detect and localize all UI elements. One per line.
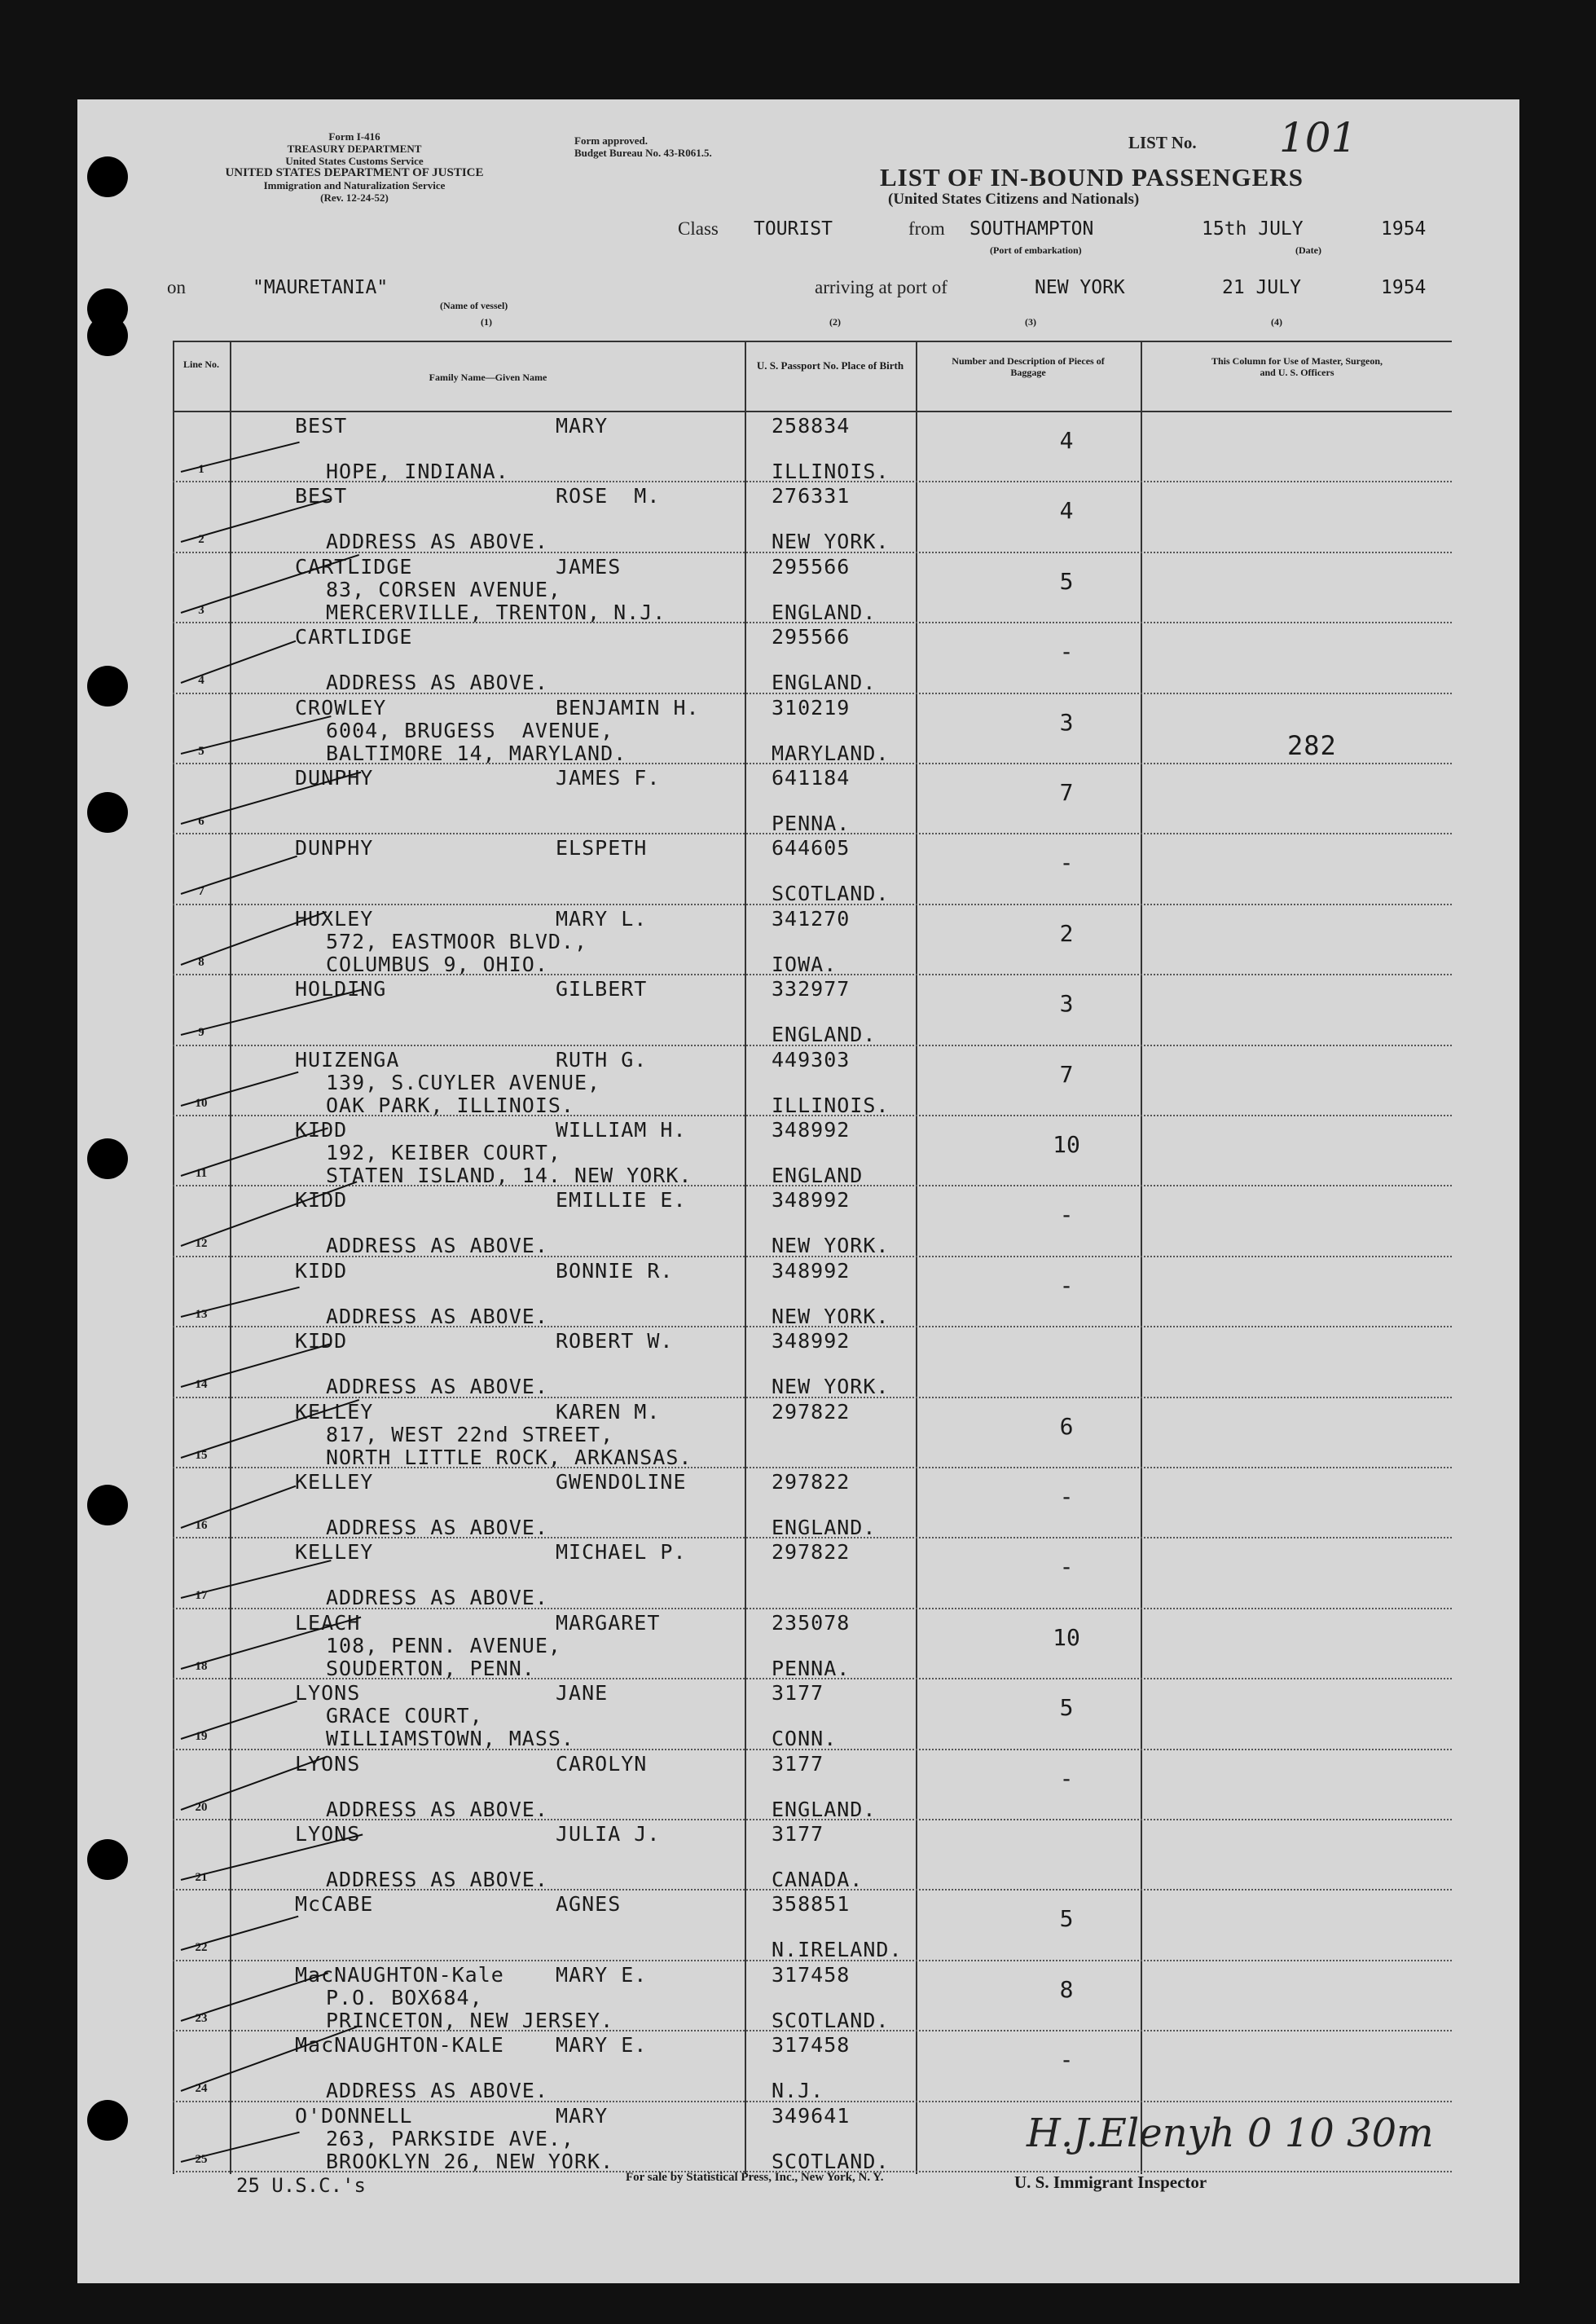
punch-hole <box>87 666 128 706</box>
baggage-count: 10 <box>1053 1131 1080 1158</box>
row-line-number: 22 <box>195 1941 208 1955</box>
punch-hole <box>87 1485 128 1525</box>
passenger-address-line-2: BALTIMORE 14, MARYLAND. <box>326 741 627 765</box>
passenger-address-line-1: 139, S.CUYLER AVENUE, <box>326 1070 601 1094</box>
passenger-family-name: McCABE <box>295 1892 374 1917</box>
baggage-count: 5 <box>1059 1905 1074 1933</box>
inspector-check-mark <box>181 989 363 1037</box>
place-of-birth: ENGLAND <box>772 1164 864 1187</box>
class-value: TOURIST <box>754 218 833 240</box>
row-dotted-rule <box>173 1678 1452 1679</box>
baggage-count: 6 <box>1059 1412 1074 1440</box>
col-divider <box>916 341 917 2174</box>
row-line-number: 21 <box>195 1871 208 1884</box>
officer-note-282: 282 <box>1287 730 1337 761</box>
passport-number: 317458 <box>772 1962 851 1987</box>
passenger-family-name: BEST <box>295 484 348 508</box>
place-of-birth: PENNA. <box>772 1656 851 1680</box>
passenger-family-name: KIDD <box>295 1118 348 1142</box>
row-dotted-rule <box>173 1326 1452 1327</box>
row-dotted-rule <box>173 1749 1452 1750</box>
baggage-count: - <box>1059 2046 1074 2074</box>
inspector-check-mark <box>181 1071 299 1106</box>
page-title: LIST OF IN-BOUND PASSENGERS <box>880 163 1304 191</box>
passport-number: 297822 <box>772 1540 851 1565</box>
row-dotted-rule <box>173 1467 1452 1468</box>
passenger-given-name: GILBERT <box>556 977 648 1001</box>
passenger-family-name: O'DONNELL <box>295 2103 413 2128</box>
port-note: (Port of embarkation) <box>990 244 1082 256</box>
passenger-given-name: MARY L. <box>556 906 648 931</box>
embarkation-year: 1954 <box>1381 218 1427 240</box>
baggage-count: 4 <box>1059 427 1074 454</box>
inspector-check-mark <box>181 499 330 543</box>
passport-number: 358851 <box>772 1892 851 1917</box>
passport-number: 295566 <box>772 625 851 649</box>
passport-number: 297822 <box>772 1470 851 1494</box>
passenger-given-name: JANE <box>556 1681 609 1706</box>
baggage-count: 8 <box>1059 1975 1074 2003</box>
inspector-check-mark <box>181 1916 299 1951</box>
place-of-birth: NEW YORK. <box>772 530 890 554</box>
passenger-address-line-2: ADDRESS AS ABOVE. <box>326 1516 548 1539</box>
passenger-address-line-2: ADDRESS AS ABOVE. <box>326 671 548 695</box>
passenger-given-name: ELSPETH <box>556 836 648 860</box>
passenger-family-name: KIDD <box>295 1258 348 1283</box>
row-line-number: 7 <box>198 885 204 899</box>
footer-inspector: U. S. Immigrant Inspector <box>1014 2172 1207 2192</box>
arrival-year: 1954 <box>1381 277 1427 298</box>
passenger-given-name: ROBERT W. <box>556 1329 674 1353</box>
passenger-given-name: BONNIE R. <box>556 1258 674 1283</box>
passport-number: 3177 <box>772 1751 824 1776</box>
inspector-check-mark <box>181 856 297 895</box>
row-line-number: 4 <box>198 674 204 688</box>
inspector-check-mark <box>181 1287 300 1318</box>
passport-number: 348992 <box>772 1329 851 1353</box>
passenger-given-name: JAMES F. <box>556 766 661 790</box>
passenger-family-name: KELLEY <box>295 1399 374 1424</box>
col-header-line: Line No. <box>182 359 219 370</box>
passenger-address-line-2: NORTH LITTLE ROCK, ARKANSAS. <box>326 1445 692 1469</box>
baggage-count: 7 <box>1059 779 1074 806</box>
row-dotted-rule <box>173 622 1452 623</box>
col-divider <box>745 341 746 2174</box>
passenger-address-line-2: ADDRESS AS ABOVE. <box>326 530 548 554</box>
passenger-given-name: KAREN M. <box>556 1399 661 1424</box>
inspector-check-mark <box>181 1344 330 1388</box>
passport-number: 3177 <box>772 1822 824 1846</box>
passport-number: 258834 <box>772 414 851 438</box>
inspector-check-mark <box>181 911 327 966</box>
row-line-number: 10 <box>195 1096 208 1110</box>
passenger-given-name: WILLIAM H. <box>556 1118 687 1142</box>
class-label: Class <box>678 218 719 239</box>
passenger-address-line-2: ADDRESS AS ABOVE. <box>326 2079 548 2103</box>
list-number-label: LIST No. <box>1128 133 1197 152</box>
passenger-address-line-1: 263, PARKSIDE AVE., <box>326 2126 574 2150</box>
passenger-address-line-2: ADDRESS AS ABOVE. <box>326 1304 548 1328</box>
passport-number: 276331 <box>772 484 851 508</box>
row-dotted-rule <box>173 1397 1452 1398</box>
passenger-given-name: BENJAMIN H. <box>556 695 700 720</box>
passenger-family-name: KELLEY <box>295 1540 374 1565</box>
passenger-address-line-1: 817, WEST 22nd STREET, <box>326 1422 614 1446</box>
arriving-label: arriving at port of <box>815 277 947 297</box>
col-header-name: Family Name—Given Name <box>429 372 547 383</box>
baggage-count: - <box>1059 1553 1074 1581</box>
row-dotted-rule <box>173 904 1452 905</box>
passport-number: 310219 <box>772 695 851 720</box>
row-dotted-rule <box>173 1819 1452 1820</box>
row-dotted-rule <box>173 2030 1452 2031</box>
passenger-given-name: AGNES <box>556 1892 622 1917</box>
place-of-birth: IOWA. <box>772 952 838 976</box>
passenger-family-name: BEST <box>295 414 348 438</box>
row-dotted-rule <box>173 1889 1452 1890</box>
passenger-family-name: CROWLEY <box>295 695 387 720</box>
place-of-birth: N.IRELAND. <box>772 1938 903 1962</box>
col-num-3: (3) <box>1025 316 1036 328</box>
passenger-address-line-2: SOUDERTON, PENN. <box>326 1656 535 1680</box>
passenger-family-name: DUNPHY <box>295 836 374 860</box>
place-of-birth: ENGLAND. <box>772 1516 877 1539</box>
passport-number: 348992 <box>772 1118 851 1142</box>
header-bottom-rule <box>173 411 1452 412</box>
col-header-baggage: Number and Description of Pieces of Baggage <box>952 355 1105 378</box>
passenger-family-name: LYONS <box>295 1751 361 1776</box>
passenger-address-line-1: 6004, BRUGESS AVENUE, <box>326 718 614 742</box>
row-line-number: 5 <box>198 744 204 758</box>
passenger-family-name: LEACH <box>295 1610 361 1635</box>
place-of-birth: NEW YORK. <box>772 1234 890 1258</box>
passenger-address-line-2: COLUMBUS 9, OHIO. <box>326 952 548 976</box>
row-line-number: 18 <box>195 1659 208 1673</box>
passport-number: 641184 <box>772 766 851 790</box>
row-line-number: 2 <box>198 533 204 547</box>
place-of-birth: ILLINOIS. <box>772 1093 890 1117</box>
inspector-check-mark <box>181 2131 300 2162</box>
inspector-check-mark <box>181 772 362 825</box>
passport-number: 297822 <box>772 1399 851 1424</box>
passenger-given-name: GWENDOLINE <box>556 1470 687 1494</box>
place-of-birth: NEW YORK. <box>772 1304 890 1328</box>
passenger-given-name: MARY <box>556 2103 609 2128</box>
place-of-birth: ILLINOIS. <box>772 460 890 483</box>
baggage-count: - <box>1059 1764 1074 1792</box>
passenger-given-name: ROSE M. <box>556 484 661 508</box>
place-of-birth: N.J. <box>772 2079 824 2103</box>
passport-number: 348992 <box>772 1188 851 1213</box>
row-line-number: 13 <box>195 1307 208 1321</box>
passport-number: 644605 <box>772 836 851 860</box>
row-dotted-rule <box>173 552 1452 553</box>
row-line-number: 19 <box>195 1730 208 1744</box>
baggage-count: - <box>1059 1201 1074 1229</box>
passenger-family-name: HOLDING <box>295 977 387 1001</box>
passenger-address-line-2: ADDRESS AS ABOVE. <box>326 1234 548 1258</box>
inspector-check-mark <box>181 1486 297 1529</box>
passenger-family-name: KELLEY <box>295 1470 374 1494</box>
passenger-given-name: EMILLIE E. <box>556 1188 687 1213</box>
passenger-address-line-2: ADDRESS AS ABOVE. <box>326 1797 548 1821</box>
place-of-birth: SCOTLAND. <box>772 2008 890 2032</box>
col-num-4: (4) <box>1271 316 1282 328</box>
row-line-number: 24 <box>195 2082 208 2096</box>
punch-hole <box>87 1839 128 1880</box>
place-of-birth: NEW YORK. <box>772 1375 890 1399</box>
baggage-count: 5 <box>1059 567 1074 595</box>
passenger-address-line-1: 572, EASTMOOR BLVD., <box>326 929 588 953</box>
footer-printer: For sale by Statistical Press, Inc., New York, N. Y. <box>626 2171 884 2184</box>
row-dotted-rule <box>173 1608 1452 1609</box>
port-of-embarkation: SOUTHAMPTON <box>969 218 1094 240</box>
from-label: from <box>908 218 945 239</box>
col-header-passport: U. S. Passport No. Place of Birth <box>756 359 904 372</box>
form-id-block: Form I-416 TREASURY DEPARTMENT United States Customs Service UNITED STATES DEPARTMENT OF JUSTICE Immigration and Naturalization Service (Rev. 12-24-52) <box>225 130 484 204</box>
row-dotted-rule <box>173 481 1452 482</box>
passenger-address-line-2: STATEN ISLAND, 14. NEW YORK. <box>326 1164 692 1187</box>
place-of-birth: CONN. <box>772 1727 838 1751</box>
passenger-table <box>173 341 1452 2174</box>
row-dotted-rule <box>173 693 1452 694</box>
row-line-number: 3 <box>198 603 204 617</box>
passport-number: 295566 <box>772 554 851 579</box>
inspector-check-mark <box>181 1560 332 1599</box>
passport-number: 332977 <box>772 977 851 1001</box>
inspector-check-mark <box>181 640 297 684</box>
punch-hole <box>87 1138 128 1179</box>
col-divider <box>230 341 231 2174</box>
passenger-given-name: MARY <box>556 414 609 438</box>
passenger-family-name: KIDD <box>295 1188 348 1213</box>
passenger-address-line-2: MERCERVILLE, TRENTON, N.J. <box>326 600 666 624</box>
passenger-family-name: LYONS <box>295 1822 361 1846</box>
punch-hole <box>87 156 128 197</box>
baggage-count: - <box>1059 1271 1074 1299</box>
row-line-number: 16 <box>195 1519 208 1532</box>
passenger-family-name: LYONS <box>295 1681 361 1706</box>
row-line-number: 12 <box>195 1237 208 1251</box>
row-dotted-rule <box>173 833 1452 834</box>
passenger-address-line-1: P.O. BOX684, <box>326 1985 483 2009</box>
inspector-check-mark <box>181 1701 297 1740</box>
passenger-family-name: DUNPHY <box>295 766 374 790</box>
place-of-birth: ENGLAND. <box>772 1797 877 1821</box>
passenger-address-line-2: WILLIAMSTOWN, MASS. <box>326 1727 574 1751</box>
footer-uscs-count: 25 U.S.C.'s <box>236 2174 366 2197</box>
baggage-count: 5 <box>1059 1694 1074 1722</box>
row-dotted-rule <box>173 1960 1452 1961</box>
row-line-number: 1 <box>198 463 204 476</box>
passenger-given-name: JAMES <box>556 554 622 579</box>
passenger-address-line-1: 83, CORSEN AVENUE, <box>326 577 561 601</box>
passenger-family-name: KIDD <box>295 1329 348 1353</box>
passport-number: 348992 <box>772 1258 851 1283</box>
passport-number: 341270 <box>772 906 851 931</box>
passenger-family-name: HUIZENGA <box>295 1047 400 1072</box>
passport-number: 3177 <box>772 1681 824 1706</box>
inspector-check-mark <box>181 1127 328 1177</box>
place-of-birth: ENGLAND. <box>772 600 877 624</box>
passenger-address-line-2: HOPE, INDIANA. <box>326 460 509 483</box>
passenger-address-line-1: 192, KEIBER COURT, <box>326 1141 561 1164</box>
vessel-note: (Name of vessel) <box>440 300 508 311</box>
passport-number: 317458 <box>772 2033 851 2058</box>
row-dotted-rule <box>173 1537 1452 1538</box>
passenger-address-line-2: ADDRESS AS ABOVE. <box>326 1586 548 1610</box>
place-of-birth: SCOTLAND. <box>772 2149 890 2173</box>
col-num-2: (2) <box>829 316 841 328</box>
date-note: (Date) <box>1295 244 1321 256</box>
row-dotted-rule <box>173 974 1452 975</box>
row-dotted-rule <box>173 763 1452 764</box>
page-subtitle: (United States Citizens and Nationals) <box>888 191 1140 208</box>
inspector-check-mark <box>181 1972 328 2022</box>
form-approved-note: Form approved. Budget Bureau No. 43-R061.5. <box>574 134 712 159</box>
baggage-count: - <box>1059 638 1074 666</box>
row-line-number: 8 <box>198 955 204 969</box>
row-dotted-rule <box>173 1185 1452 1186</box>
row-line-number: 25 <box>195 2152 208 2166</box>
row-line-number: 20 <box>195 1800 208 1814</box>
passport-number: 235078 <box>772 1610 851 1635</box>
passenger-given-name: MICHAEL P. <box>556 1540 687 1565</box>
place-of-birth: PENNA. <box>772 812 851 835</box>
passenger-address-line-2: ADDRESS AS ABOVE. <box>326 1375 548 1399</box>
passenger-address-line-1: 108, PENN. AVENUE, <box>326 1633 561 1657</box>
inspector-check-mark <box>181 1756 327 1811</box>
on-label: on <box>167 277 186 297</box>
row-line-number: 15 <box>195 1448 208 1462</box>
row-dotted-rule <box>173 1256 1452 1257</box>
row-line-number: 11 <box>195 1167 208 1180</box>
inspector-check-mark <box>181 715 332 755</box>
list-number-value: 101 <box>1279 114 1357 161</box>
table-top-rule <box>173 341 1452 342</box>
baggage-count: 7 <box>1059 1060 1074 1088</box>
passenger-family-name: HUXLEY <box>295 906 374 931</box>
arrival-date: 21 JULY <box>1222 277 1301 298</box>
passenger-given-name: JULIA J. <box>556 1822 661 1846</box>
place-of-birth: SCOTLAND. <box>772 882 890 906</box>
punch-hole <box>87 2100 128 2141</box>
passenger-given-name: MARY E. <box>556 1962 648 1987</box>
col-header-officers: This Column for Use of Master, Surgeon, and U. S. Officers <box>1211 355 1383 378</box>
place-of-birth: ENGLAND. <box>772 671 877 695</box>
passenger-given-name: CAROLYN <box>556 1751 648 1776</box>
passenger-family-name: CARTLIDGE <box>295 625 413 649</box>
baggage-count: 10 <box>1053 1623 1080 1651</box>
place-of-birth: ENGLAND. <box>772 1023 877 1047</box>
passenger-given-name: RUTH G. <box>556 1047 648 1072</box>
row-line-number: 6 <box>198 815 204 828</box>
col-divider <box>1141 341 1142 2174</box>
row-line-number: 17 <box>195 1589 208 1603</box>
baggage-count: - <box>1059 1483 1074 1510</box>
inspector-check-mark <box>181 442 300 473</box>
passenger-address-line-2: PRINCETON, NEW JERSEY. <box>326 2008 614 2032</box>
passenger-address-line-1: GRACE COURT, <box>326 1704 483 1728</box>
inspector-signature: H.J.Elenyh 0 10 30m <box>1027 2111 1434 2156</box>
row-dotted-rule <box>173 1115 1452 1116</box>
passenger-address-line-2: ADDRESS AS ABOVE. <box>326 1868 548 1891</box>
arrival-port: NEW YORK <box>1035 277 1125 298</box>
baggage-count: - <box>1059 849 1074 877</box>
passenger-given-name: MARGARET <box>556 1610 661 1635</box>
passport-number: 449303 <box>772 1047 851 1072</box>
embarkation-date: 15th JULY <box>1202 218 1304 240</box>
passenger-address-line-2: OAK PARK, ILLINOIS. <box>326 1093 574 1117</box>
row-line-number: 14 <box>195 1378 208 1392</box>
baggage-count: 2 <box>1059 919 1074 947</box>
row-line-number: 23 <box>195 2011 208 2025</box>
baggage-count: 3 <box>1059 708 1074 736</box>
passenger-family-name: MacNAUGHTON-Kale <box>295 1962 504 1987</box>
baggage-count: 4 <box>1059 497 1074 525</box>
passport-number: 349641 <box>772 2103 851 2128</box>
passenger-address-line-2: BROOKLYN 26, NEW YORK. <box>326 2149 614 2173</box>
baggage-count: 3 <box>1059 990 1074 1018</box>
place-of-birth: CANADA. <box>772 1868 864 1891</box>
row-dotted-rule <box>173 1045 1452 1046</box>
punch-hole <box>87 315 128 356</box>
passenger-family-name: CARTLIDGE <box>295 554 413 579</box>
passenger-family-name: MacNAUGHTON-KALE <box>295 2033 504 2058</box>
vessel-name: "MAURETANIA" <box>253 277 389 298</box>
place-of-birth: MARYLAND. <box>772 741 890 765</box>
row-line-number: 9 <box>198 1026 204 1040</box>
col-num-1: (1) <box>481 316 492 328</box>
punch-hole <box>87 792 128 833</box>
passenger-given-name: MARY E. <box>556 2033 648 2058</box>
row-dotted-rule <box>173 2101 1452 2102</box>
